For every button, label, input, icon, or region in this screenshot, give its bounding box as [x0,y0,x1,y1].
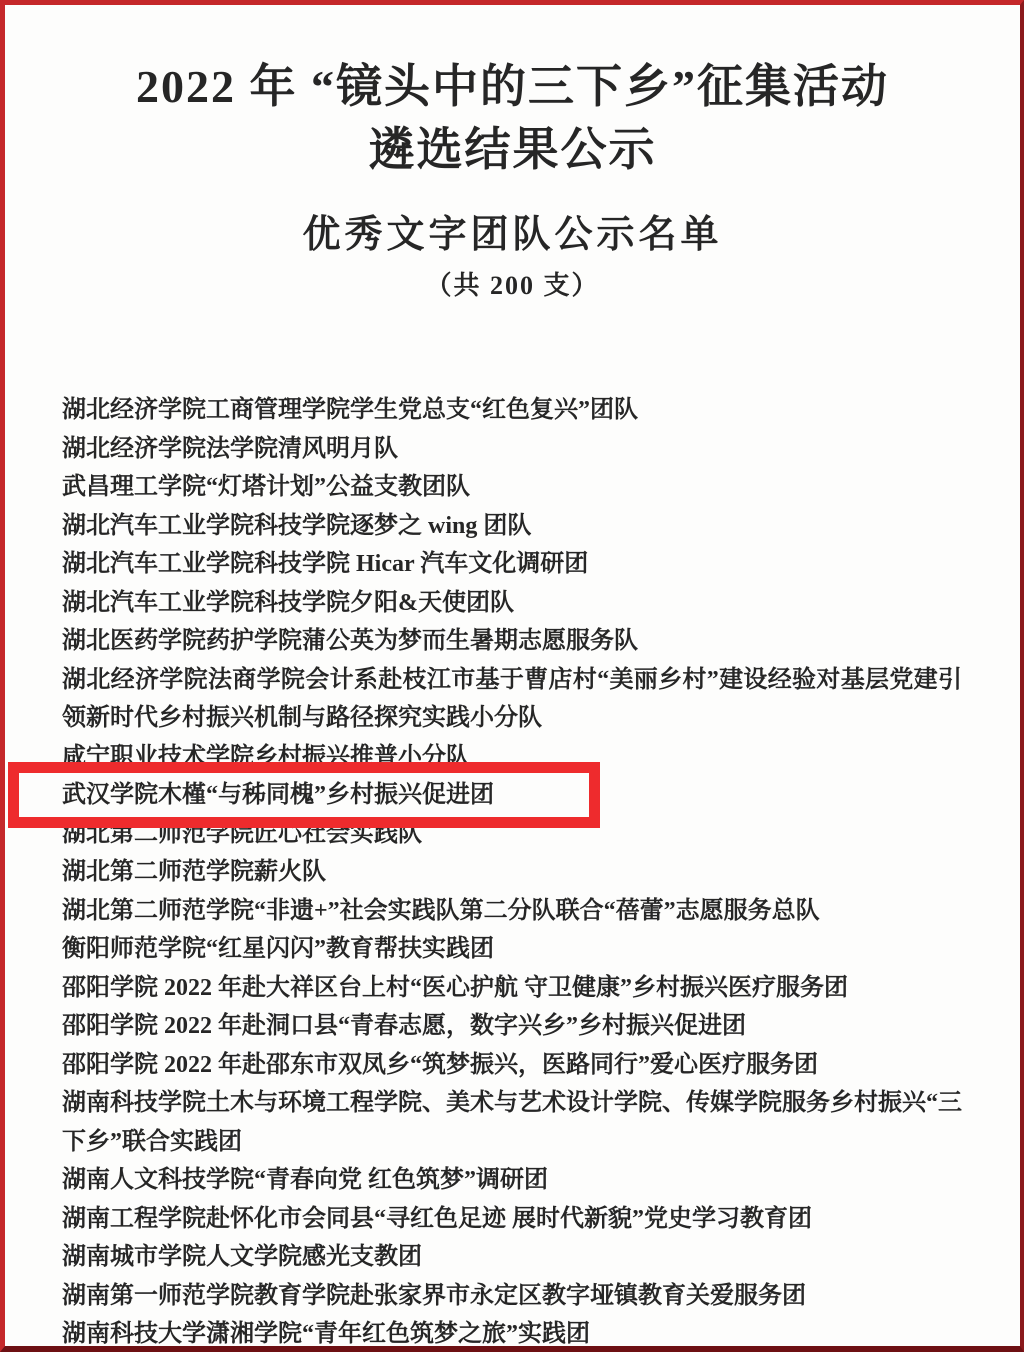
team-name: 咸宁职业技术学院乡村振兴推普小分队 [62,743,470,770]
team-name: 湖南科技大学潇湘学院“青年红色筑梦之旅”实践团 [62,1321,590,1347]
team-name: 湖北经济学院工商管理学院学生党总支“红色复兴”团队 [62,397,638,423]
list-item [62,391,962,430]
document-title-line2: 遴选结果公示 [368,124,657,175]
team-name: 湖北第二师范学院薪火队 [62,859,326,885]
team-name: 武汉学院木槿“与秭同槐”乡村振兴促进团 [62,782,494,808]
team-name: 湖南科技学院土木与环境工程学院、美术与艺术设计学院、传媒学院服务乡村振兴“三下乡”联合实践团 [62,1090,962,1155]
list-item [62,430,962,469]
list-item [62,1007,962,1046]
team-name: 衡阳师范学院“红星闪闪”教育帮扶实践团 [62,936,494,962]
team-name: 湖北汽车工业学院科技学院夕阳&天使团队 [62,589,514,616]
list-item [62,1161,962,1200]
list-item [62,1238,962,1277]
document-subtitle: 优秀文字团队公示名单 [302,214,723,256]
team-name: 湖北经济学院法学院清风明月队 [62,435,398,462]
list-item [62,892,962,931]
list-item [62,1084,962,1161]
list-item [62,930,962,969]
document-title-line1: 2022 年 “镜头中的三下乡”征集活动 [136,61,889,112]
team-list [5,391,1020,1352]
list-item [62,738,962,777]
list-item [62,1277,962,1316]
team-name: 武昌理工学院“灯塔计划”公益支教团队 [62,474,470,500]
team-name: 邵阳学院 2022 年赴邵东市双凤乡“筑梦振兴，医路同行”爱心医疗服务团 [62,1051,818,1078]
list-item [62,969,962,1008]
team-name: 湖北医药学院药护学院蒲公英为梦而生暑期志愿服务队 [62,628,638,654]
team-name: 湖南第一师范学院教育学院赴张家界市永定区教字垭镇教育关爱服务团 [62,1282,806,1309]
team-name: 湖北汽车工业学院科技学院 Hicar 汽车文化调研团 [62,551,589,577]
team-name: 湖南人文科技学院“青春向党 红色筑梦”调研团 [62,1167,548,1193]
list-item [62,1046,962,1085]
list-item [62,815,962,854]
list-item [62,853,962,892]
list-item [62,468,962,507]
list-item [62,507,962,546]
team-name: 湖南工程学院赴怀化市会同县“寻红色足迹 展时代新貌”党史学习教育团 [62,1205,812,1232]
team-name: 湖北经济学院法商学院会计系赴枝江市基于曹店村“美丽乡村”建设经验对基层党建引领新时代乡村振兴机制与路径探究实践小分队 [62,666,962,731]
list-item [62,584,962,623]
team-name: 湖北第二师范学院“非遗+”社会实践队第二分队联合“蓓蕾”志愿服务总队 [62,897,820,924]
team-name: 湖北汽车工业学院科技学院逐梦之 wing 团队 [62,512,532,539]
team-count-note: （共 200 支） [425,271,600,300]
team-name: 邵阳学院 2022 年赴洞口县“青春志愿，数字兴乡”乡村振兴促进团 [62,1013,746,1039]
document-header [5,5,1020,303]
list-item [62,1200,962,1239]
list-item [62,661,962,738]
list-item [62,1315,962,1352]
team-name: 邵阳学院 2022 年赴大祥区台上村“医心护航 守卫健康”乡村振兴医疗服务团 [62,974,848,1001]
list-item [62,776,962,815]
list-item [62,622,962,661]
list-item [62,545,962,584]
team-name: 湖北第二师范学院匠心社会实践队 [62,820,422,847]
team-name: 湖南城市学院人文学院感光支教团 [62,1244,422,1270]
